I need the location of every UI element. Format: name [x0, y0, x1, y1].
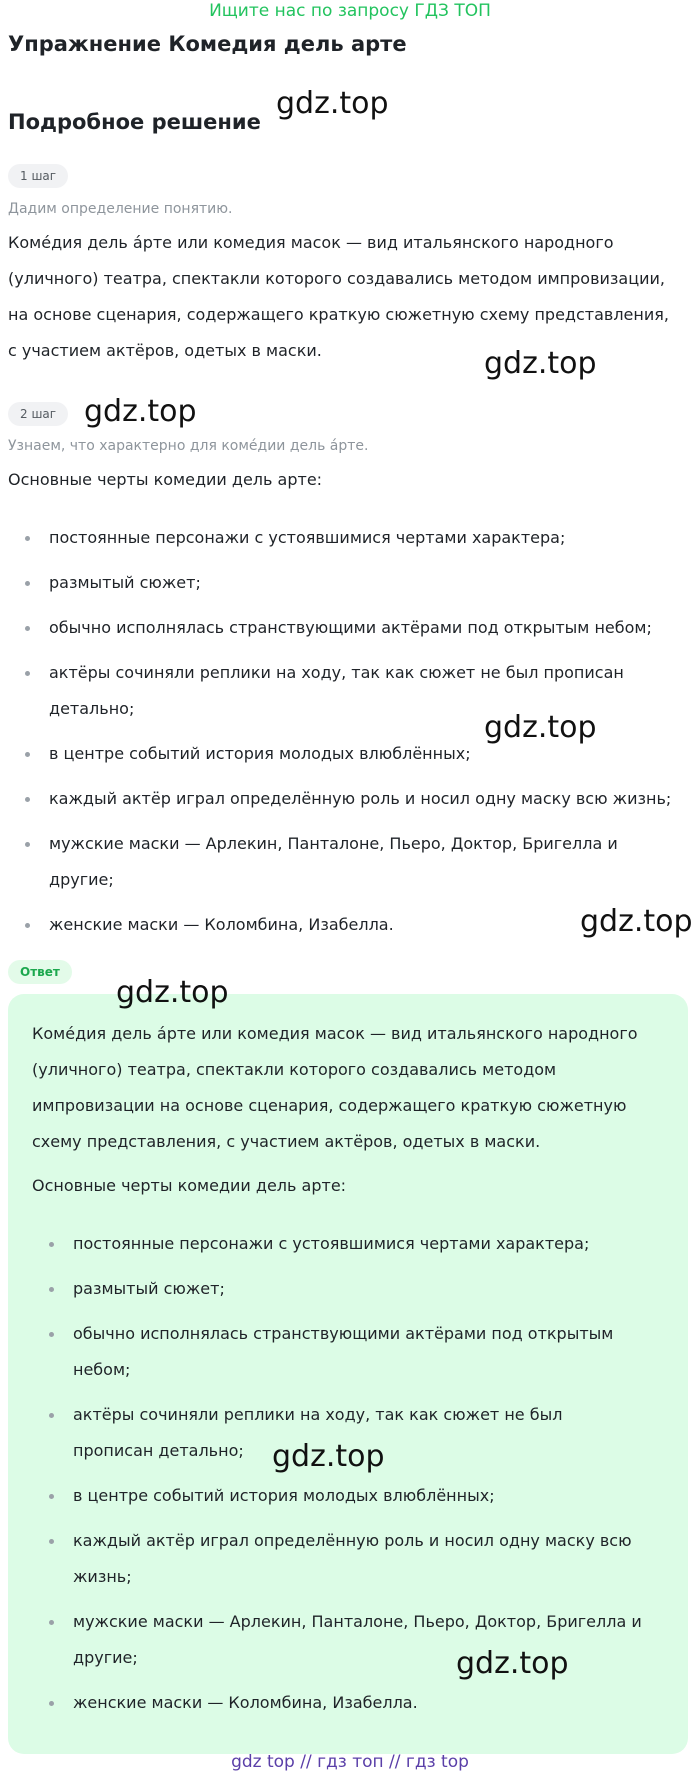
answer-box — [8, 994, 688, 1754]
list-item: мужские маски — Арлекин, Панталоне, Пьеро, Доктор, Бригелла и другие; — [8, 826, 680, 898]
list-item: каждый актёр играл определённую роль и носил одну маску всю жизнь; — [32, 1523, 642, 1595]
list-item: каждый актёр играл определённую роль и носил одну маску всю жизнь; — [8, 781, 680, 817]
watermark: gdz.top — [116, 975, 229, 1010]
watermark: gdz.top — [272, 1439, 385, 1474]
footer-links[interactable]: gdz top // гдз топ // гдз top — [231, 1752, 469, 1772]
watermark: gdz.top — [484, 346, 597, 381]
watermark: gdz.top — [484, 710, 597, 745]
list-item: мужские маски — Арлекин, Панталоне, Пьеро, Доктор, Бригелла и другие; — [32, 1604, 642, 1676]
list-item: постоянные персонажи с устоявшимися чертами характера; — [32, 1226, 642, 1262]
list-item: женские маски — Коломбина, Изабелла. — [32, 1685, 642, 1721]
step-1-hint: Дадим определение понятию. — [8, 201, 233, 217]
list-item: размытый сюжет; — [32, 1271, 642, 1307]
answer-text: Комéдия дель áрте или комедия масок — вид итальянского народного (уличного) театра, спектакли которого создавались методом импровизации на основе сценария, содержащего краткую сюжетную схему представления, с участием актёров, одетых в маски. — [32, 1024, 638, 1151]
list-item: женские маски — Коломбина, Изабелла. — [8, 907, 680, 943]
watermark: gdz.top — [84, 394, 197, 429]
list-item: актёры сочиняли реплики на ходу, так как сюжет не был прописан детально; — [8, 655, 680, 727]
answer-intro: Основные черты комедии дель арте: — [32, 1176, 347, 1195]
list-item: обычно исполнялась странствующими актёрами под открытым небом; — [32, 1316, 642, 1388]
step-1-badge: 1 шаг — [8, 164, 68, 188]
step-2-intro: Основные черты комедии дель арте: — [8, 470, 323, 489]
answer-badge: Ответ — [8, 960, 72, 984]
step-2-badge: 2 шаг — [8, 402, 68, 426]
list-item: актёры сочиняли реплики на ходу, так как сюжет не был прописан детально; — [32, 1397, 642, 1469]
list-item: постоянные персонажи с устоявшимися чертами характера; — [8, 520, 680, 556]
watermark: gdz.top — [580, 904, 693, 939]
list-item: в центре событий история молодых влюблённых; — [8, 736, 680, 772]
watermark: gdz.top — [456, 1646, 569, 1681]
search-promo-link[interactable]: Ищите нас по запросу ГДЗ ТОП — [209, 1, 491, 21]
page-title: Упражнение Комедия дель арте — [8, 32, 407, 56]
watermark: gdz.top — [276, 86, 389, 121]
step-2-hint: Узнаем, что характерно для комéдии дель áрте. — [8, 438, 369, 454]
step-1-text: Комéдия дель áрте или комедия масок — вид итальянского народного (уличного) театра, спектакли которого создавались методом импровизации, на основе сценария, содержащего краткую сюжетную схему представления, с участием актёров, одетых в маски. — [8, 233, 669, 360]
list-item: обычно исполнялась странствующими актёрами под открытым небом; — [8, 610, 680, 646]
list-item: размытый сюжет; — [8, 565, 680, 601]
solution-heading: Подробное решение — [8, 110, 261, 134]
list-item: в центре событий история молодых влюблённых; — [32, 1478, 642, 1514]
